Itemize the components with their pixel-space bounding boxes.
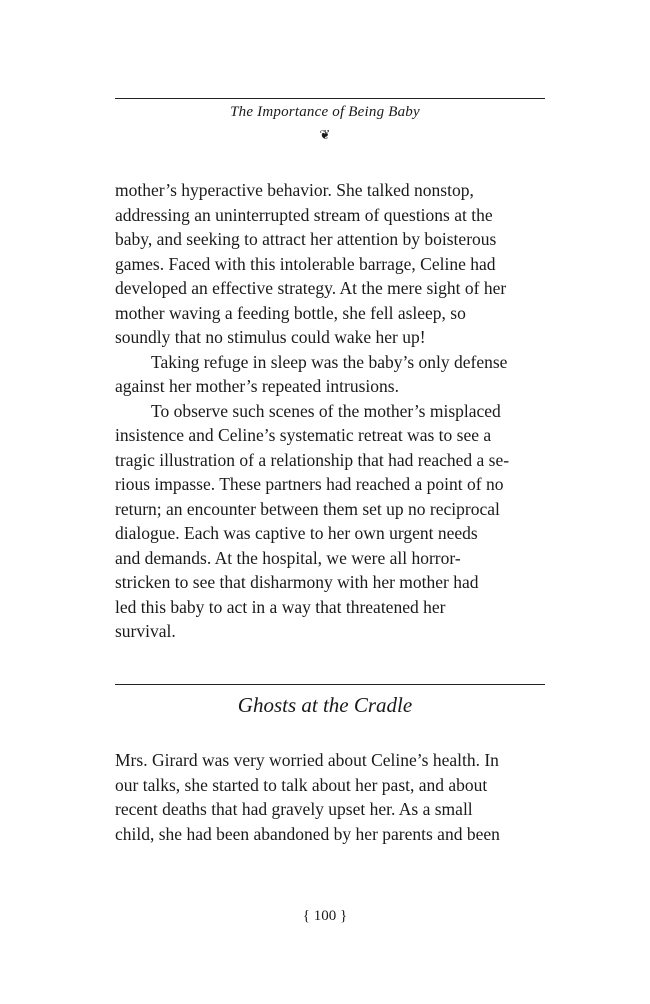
- paragraph-continuation: [115, 374, 545, 399]
- section-rule: [115, 684, 545, 685]
- text-line: Taking refuge in sleep was the baby’s only defense: [151, 351, 508, 372]
- text-line: against her mother’s repeated intrusions.: [115, 376, 399, 396]
- text-line: recent deaths that had gravely upset her. As a small: [115, 799, 473, 819]
- text-line: our talks, she started to talk about her past, and about: [115, 774, 488, 795]
- text-line: rious impasse. These partners had reached a point of no: [115, 474, 504, 494]
- paragraph: [115, 399, 545, 424]
- text-line: soundly that no stimulus could wake her up!: [115, 327, 426, 347]
- text-line: stricken to see that disharmony with her mother had: [115, 572, 479, 592]
- text-line: To observe such scenes of the mother’s misplaced: [151, 400, 501, 421]
- paragraph: [115, 350, 545, 375]
- text-line: return; an encounter between them set up no reciprocal: [115, 498, 500, 519]
- text-line: and demands. At the hospital, we were all horror-: [115, 547, 461, 568]
- page-number: { 100 }: [302, 908, 348, 924]
- text-line: child, she had been abandoned by her parents and been: [115, 823, 500, 844]
- text-line: mother’s hyperactive behavior. She talked nonstop,: [115, 180, 474, 200]
- text-line: led this baby to act in a way that threatened her: [115, 596, 446, 617]
- text-line: mother waving a feeding bottle, she fell asleep, so: [115, 302, 466, 323]
- text-line: addressing an uninterrupted stream of questions at the: [115, 204, 493, 225]
- header-rule: [115, 98, 545, 99]
- text-line: dialogue. Each was captive to her own urgent needs: [115, 523, 478, 543]
- section-title: Ghosts at the Cradle: [237, 693, 413, 717]
- body-text: [115, 178, 545, 644]
- text-line: developed an effective strategy. At the mere sight of her: [115, 278, 507, 298]
- running-head: The Importance of Being Baby: [230, 104, 420, 120]
- paragraph-continuation: [115, 423, 545, 644]
- text-line: games. Faced with this intolerable barrage, Celine had: [115, 253, 496, 274]
- text-line: tragic illustration of a relationship that had reached a se-: [115, 449, 510, 470]
- paragraph: [115, 748, 545, 846]
- section-body-text: [115, 748, 545, 846]
- text-line: baby, and seeking to attract her attention by boisterous: [115, 229, 497, 249]
- text-line: insistence and Celine’s systematic retreat was to see a: [115, 425, 492, 445]
- fleuron-ornament-icon: ❦: [319, 127, 331, 142]
- paragraph: [115, 178, 545, 350]
- text-line: survival.: [115, 621, 176, 641]
- text-line: Mrs. Girard was very worried about Celine’s health. In: [115, 750, 499, 770]
